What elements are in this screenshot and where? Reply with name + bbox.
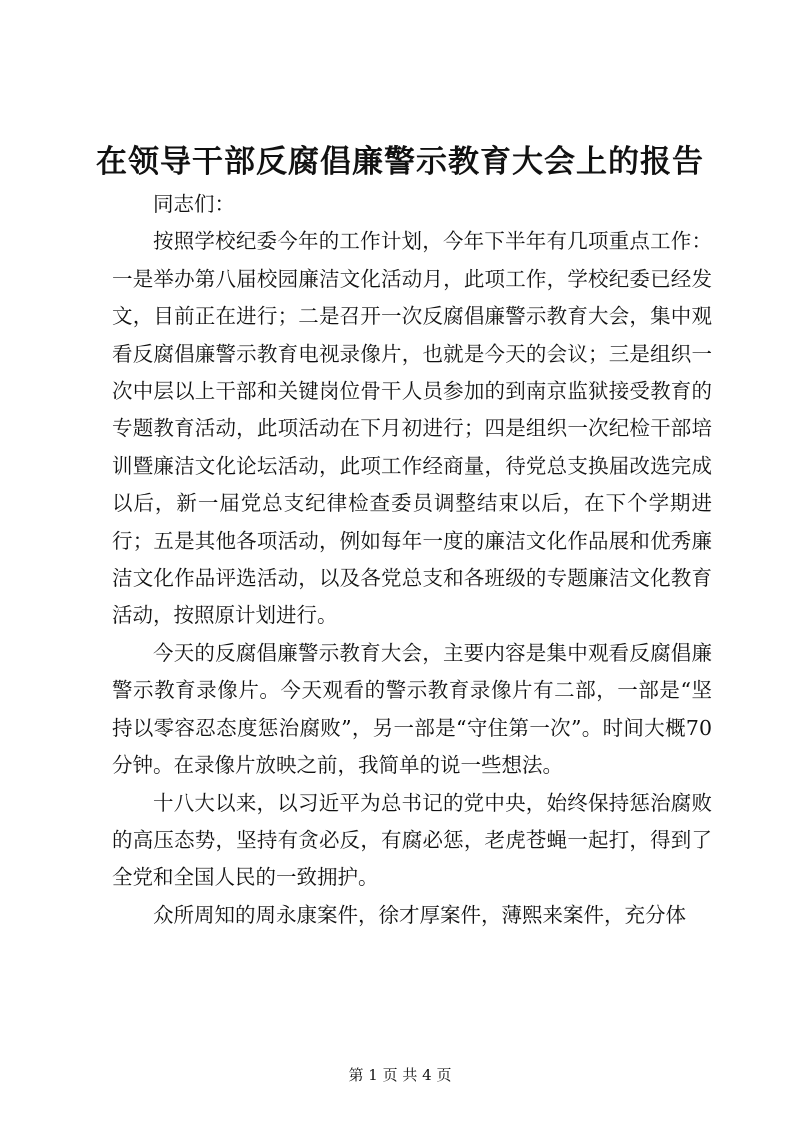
document-title: 在领导干部反腐倡廉警示教育大会上的报告 (96, 144, 704, 180)
document-body (112, 186, 712, 934)
paragraph-work-plan: 按照学校纪委今年的工作计划，今年下半年有几项重点工作：一是举办第八届校园廉洁文化活动月，此项工作，学校纪委已经发文，目前正在进行；二是召开一次反腐倡廉警示教育大会，集中观看反腐倡廉警示教育电视录像片，也就是今天的会议；三是组织一次中层以上干部和关键岗位骨干人员参加的到南京监狱接受教育的专题教育活动，此项活动在下月初进行；四是组织一次纪检干部培训暨廉洁文化论坛活动，此项工作经商量，待党总支换届改选完成以后，新一届党总支纪律检查委员调整结束以后，在下个学期进行；五是其他各项活动，例如每年一度的廉洁文化作品展和优秀廉洁文化作品评选活动，以及各党总支和各班级的专题廉洁文化教育活动，按照原计划进行。 (112, 229, 712, 628)
paragraph-cases: 众所周知的周永康案件，徐才厚案件，薄熙来案件，充分体 (153, 902, 686, 927)
paragraph-central-committee: 十八大以来，以习近平为总书记的党中央，始终保持惩治腐败的高压态势，坚持有贪必反，有腐必惩，老虎苍蝇一起打，得到了全党和全国人民的一致拥护。 (112, 790, 712, 890)
page-footer: 第 1 页 共 4 页 (348, 1066, 452, 1084)
salutation: 同志们： (153, 192, 235, 216)
paragraph-meeting-content: 今天的反腐倡廉警示教育大会，主要内容是集中观看反腐倡廉警示教育录像片。今天观看的警示教育录像片有二部，一部是“坚持以零容忍态度惩治腐败”，另一部是“守住第一次”。时间大概70分钟。在录像片放映之前，我简单的说一些想法。 (112, 640, 712, 778)
